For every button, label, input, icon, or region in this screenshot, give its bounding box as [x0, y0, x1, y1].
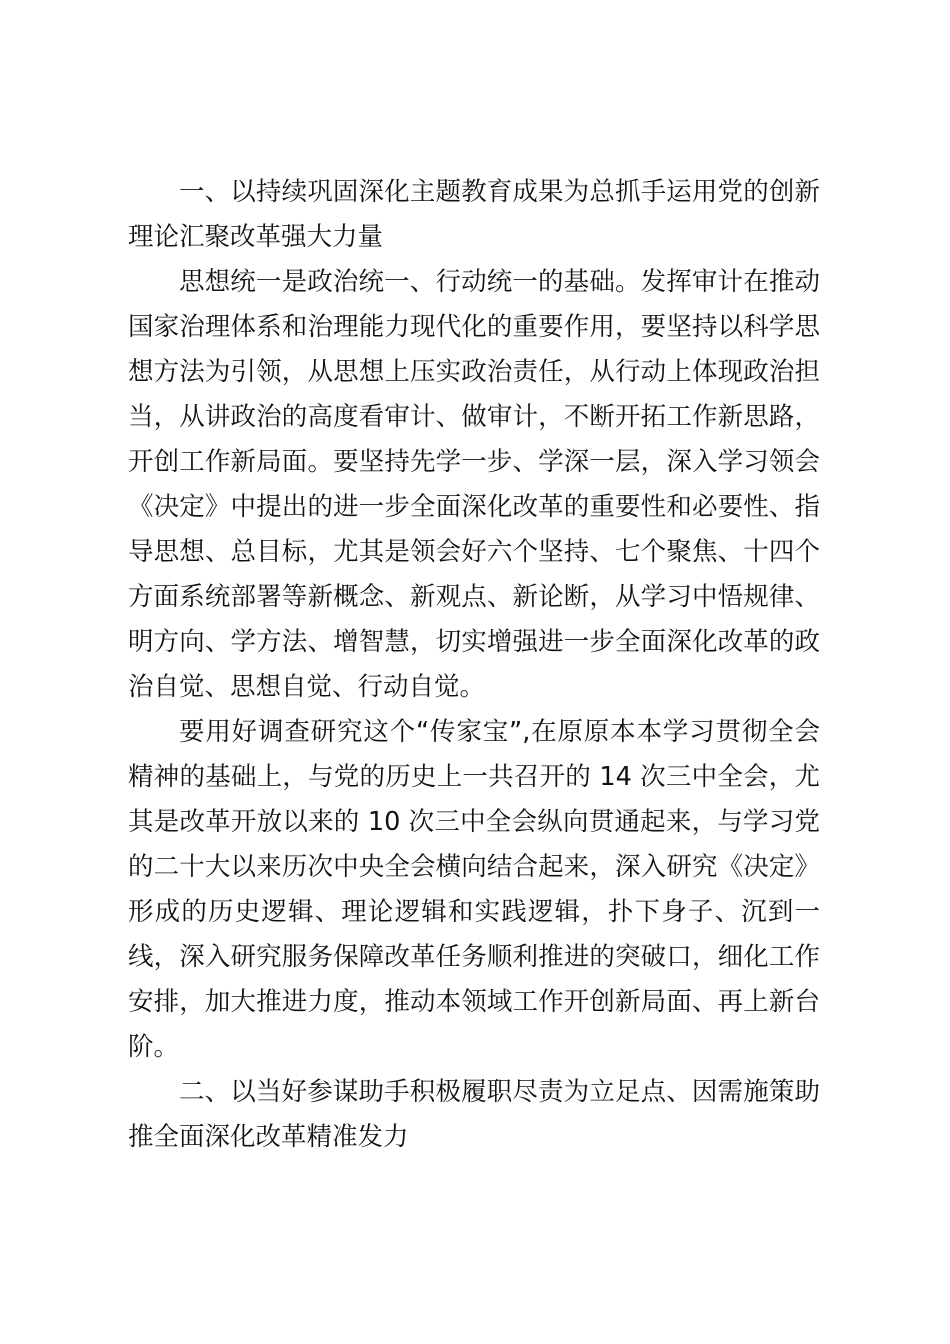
- section-heading-2: 二、以当好参谋助手积极履职尽责为立足点、因需施策助推全面深化改革精准发力: [128, 1077, 820, 1152]
- section-heading-1: 一、以持续巩固深化主题教育成果为总抓手运用党的创新理论汇聚改革强大力量: [128, 177, 820, 252]
- body-paragraph-1: 思想统一是政治统一、行动统一的基础。发挥审计在推动国家治理体系和治理能力现代化的重要作用，要坚持以科学思想方法为引领，从思想上压实政治责任，从行动上体现政治担当，从讲政治的高度看审计、做审计，不断开拓工作新思路，开创工作新局面。要坚持先学一步、学深一层，深入学习领会《决定》中提出的进一步全面深化改革的重要性和必要性、指导思想、总目标，尤其是领会好六个坚持、七个聚焦、十四个方面系统部署等新概念、新观点、新论断，从学习中悟规律、明方向、学方法、增智慧，切实增强进一步全面深化改革的政治自觉、思想自觉、行动自觉。: [128, 267, 820, 702]
- body-paragraph-2: 要用好调查研究这个“传家宝”,在原原本本学习贯彻全会精神的基础上，与党的历史上一共召开的 14 次三中全会，尤其是改革开放以来的 10 次三中全会纵向贯通起来，与学习党的二十大以来历次中央全会横向结合起来，深入研究《决定》形成的历史逻辑、理论逻辑和实践逻辑，扑下身子、沉到一线，深入研究服务保障改革任务顺利推进的突破口，细化工作安排，加大推进力度，推动本领域工作开创新局面、再上新台阶。: [128, 717, 820, 1062]
- document-body: [128, 170, 820, 1160]
